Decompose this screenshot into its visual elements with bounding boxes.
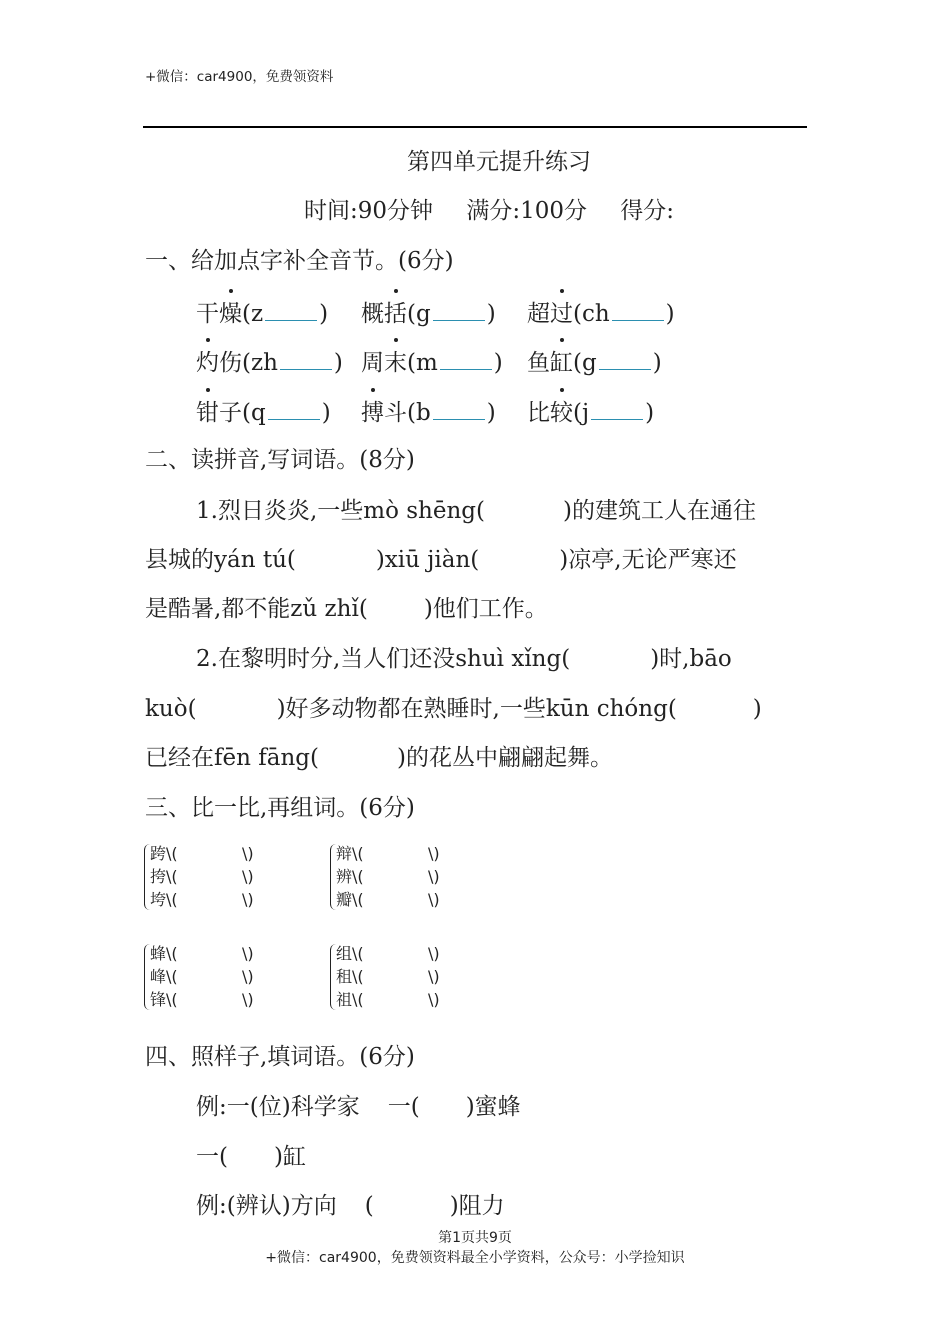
- s2-p2-line1: 2.在黎明时分,当人们还没shuì xǐng( )时,bāo: [196, 646, 732, 672]
- pinyin-item: 概括(g ): [361, 295, 496, 328]
- s2-p2-line2: kuò( )好多动物都在熟睡时,一些kūn chóng( ): [145, 696, 762, 722]
- answer-blank[interactable]: [440, 349, 492, 370]
- pinyin-item: 灼伤(zh ): [196, 344, 343, 377]
- word-group-1: 跨\( \) 挎\( \) 垮\( \): [150, 842, 260, 911]
- s2-p1-line2: 县城的yán tú( )xiū jiàn( )凉亭,无论严寒还: [145, 547, 737, 573]
- top-watermark: +微信：car4900，免费领资料: [145, 69, 334, 85]
- answer-blank[interactable]: [280, 349, 332, 370]
- s4-line1: 例:一(位)科学家 一( )蜜蜂: [196, 1094, 521, 1120]
- pinyin-item: 搏斗(b ): [361, 394, 496, 427]
- footer-watermark: +微信：car4900，免费领资料最全小学资料，公众号：小学捡知识: [265, 1250, 685, 1266]
- pinyin-item: 比较(j ): [527, 394, 654, 427]
- dotted-char: 钳: [196, 394, 219, 427]
- answer-blank[interactable]: [433, 399, 485, 420]
- answer-blank[interactable]: [433, 300, 485, 321]
- s2-p2-line3: 已经在fēn fāng( )的花丛中翩翩起舞。: [145, 745, 613, 771]
- answer-blank[interactable]: [268, 399, 320, 420]
- s2-p1-line1: 1.烈日炎炎,一些mò shēng( )的建筑工人在通往: [196, 498, 756, 524]
- dotted-char: 末: [384, 344, 407, 377]
- section-4-heading: 四、照样子,填词语。(6分): [145, 1044, 415, 1070]
- header-rule: [143, 126, 807, 128]
- dotted-char: 较: [550, 394, 573, 427]
- full-score: 满分:100分: [466, 198, 587, 224]
- section-3-heading: 三、比一比,再组词。(6分): [145, 795, 415, 821]
- dotted-char: 过: [550, 295, 573, 328]
- answer-blank[interactable]: [265, 300, 317, 321]
- answer-blank[interactable]: [612, 300, 664, 321]
- dotted-char: 燥: [219, 295, 242, 328]
- exam-meta: [304, 192, 698, 225]
- word-group-4: 组\( \) 租\( \) 祖\( \): [336, 942, 446, 1011]
- pinyin-item: 周末(m ): [361, 344, 503, 377]
- score-field: 得分:: [620, 198, 675, 224]
- s4-line2: 一( )缸: [196, 1144, 306, 1170]
- s4-line3: 例:(辨认)方向 ( )阻力: [196, 1193, 505, 1219]
- word-group-3: 蜂\( \) 峰\( \) 锋\( \): [150, 942, 260, 1011]
- pinyin-item: 超过(ch ): [527, 295, 675, 328]
- dotted-char: 搏: [361, 394, 384, 427]
- pinyin-item: 鱼缸(g ): [527, 344, 662, 377]
- page-number: 第1页共9页: [438, 1230, 512, 1246]
- pinyin-item: 钳子(q ): [196, 394, 331, 427]
- word-group-2: 辩\( \) 辨\( \) 瓣\( \): [336, 842, 446, 911]
- pinyin-item: 干燥(z ): [196, 295, 328, 328]
- dotted-char: 括: [384, 295, 407, 328]
- dotted-char: 缸: [550, 344, 573, 377]
- s2-p1-line3: 是酷暑,都不能zǔ zhǐ( )他们工作。: [145, 596, 548, 622]
- dotted-char: 灼: [196, 344, 219, 377]
- answer-blank[interactable]: [591, 399, 643, 420]
- section-2-heading: 二、读拼音,写词语。(8分): [145, 447, 415, 473]
- answer-blank[interactable]: [599, 349, 651, 370]
- time-limit: 时间:90分钟: [304, 198, 434, 224]
- page-title: 第四单元提升练习: [407, 149, 591, 175]
- section-1-heading: 一、给加点字补全音节。(6分): [145, 248, 454, 274]
